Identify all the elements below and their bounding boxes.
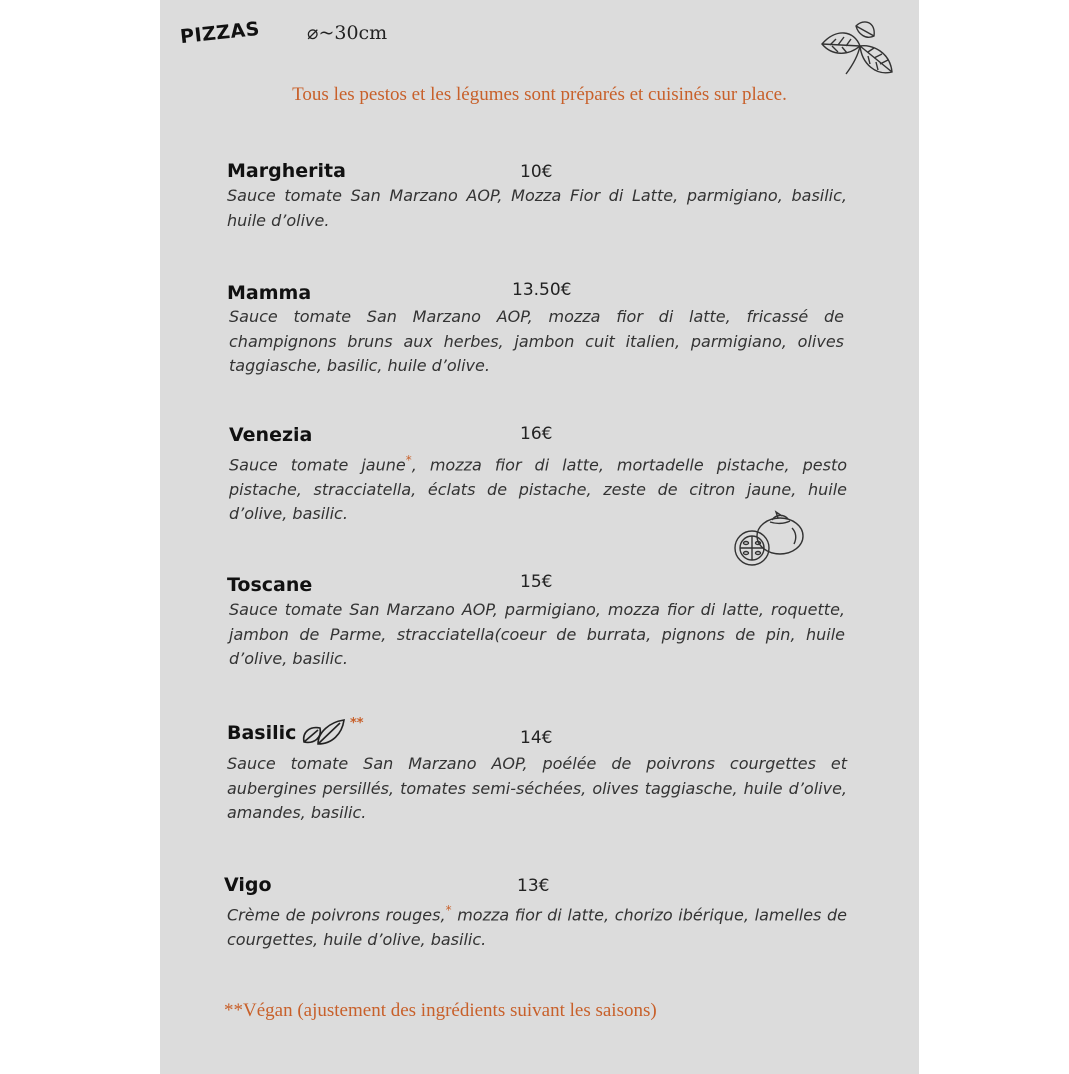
menu-page	[160, 0, 919, 1074]
intro-text: Tous les pestos et les légumes sont préparés et cuisinés sur place.	[292, 84, 787, 105]
asterisk-marker: *	[445, 903, 452, 917]
item-name: Venezia	[229, 424, 313, 446]
asterisk-marker: *	[405, 453, 412, 467]
item-name: Margherita	[227, 160, 346, 182]
desc-text: , mozza fior di latte, mortadelle pistache, pesto pistache, stracciatella, éclats de pistache, zeste de citron jaune, huile d’olive, basilic.	[229, 455, 848, 524]
item-name: Basilic	[227, 722, 297, 744]
item-description: Sauce tomate San Marzano AOP, mozza fior di latte, fricassé de champignons bruns aux herbes, jambon cuit italien, parmigiano, olives taggiasche, basilic, huile d’olive.	[229, 307, 844, 375]
desc-text: Sauce tomate jaune	[229, 455, 406, 475]
item-price: 13.50€	[512, 280, 572, 300]
leaf-icon	[300, 718, 346, 748]
item-description	[227, 898, 847, 952]
item-description: Sauce tomate San Marzano AOP, parmigiano, mozza fior di latte, roquette, jambon de Parme, stracciatella(coeur de burrata, pignons de pin, huile d’olive, basilic.	[229, 600, 845, 668]
item-price: 10€	[520, 162, 553, 182]
item-name: Toscane	[227, 574, 313, 596]
item-description: Sauce tomate San Marzano AOP, Mozza Fior di Latte, parmigiano, basilic, huile d’olive.	[227, 186, 847, 230]
basil-leaves-icon	[816, 16, 896, 82]
item-price: 16€	[520, 424, 553, 444]
menu-title: PIZZAS	[179, 17, 261, 49]
item-name: Vigo	[224, 874, 272, 896]
item-name: Mamma	[227, 282, 312, 304]
item-price: 15€	[520, 572, 553, 592]
item-price: 14€	[520, 728, 553, 748]
desc-text: mozza fior di latte, chorizo ibérique, lamelles de courgettes, huile d’olive, basilic.	[227, 905, 848, 949]
vegan-marker: **	[350, 716, 364, 731]
desc-text: Crème de poivrons rouges,	[227, 905, 446, 925]
tomato-icon	[732, 510, 808, 572]
vegan-footnote: **Végan (ajustement des ingrédients suivant les saisons)	[224, 1000, 657, 1021]
item-price: 13€	[517, 876, 550, 896]
item-description: Sauce tomate San Marzano AOP, poélée de poivrons courgettes et aubergines persillés, tomates semi-séchées, olives taggiasche, huile d’olive, amandes, basilic.	[227, 754, 847, 822]
pizza-size: ⌀~30cm	[307, 22, 388, 44]
